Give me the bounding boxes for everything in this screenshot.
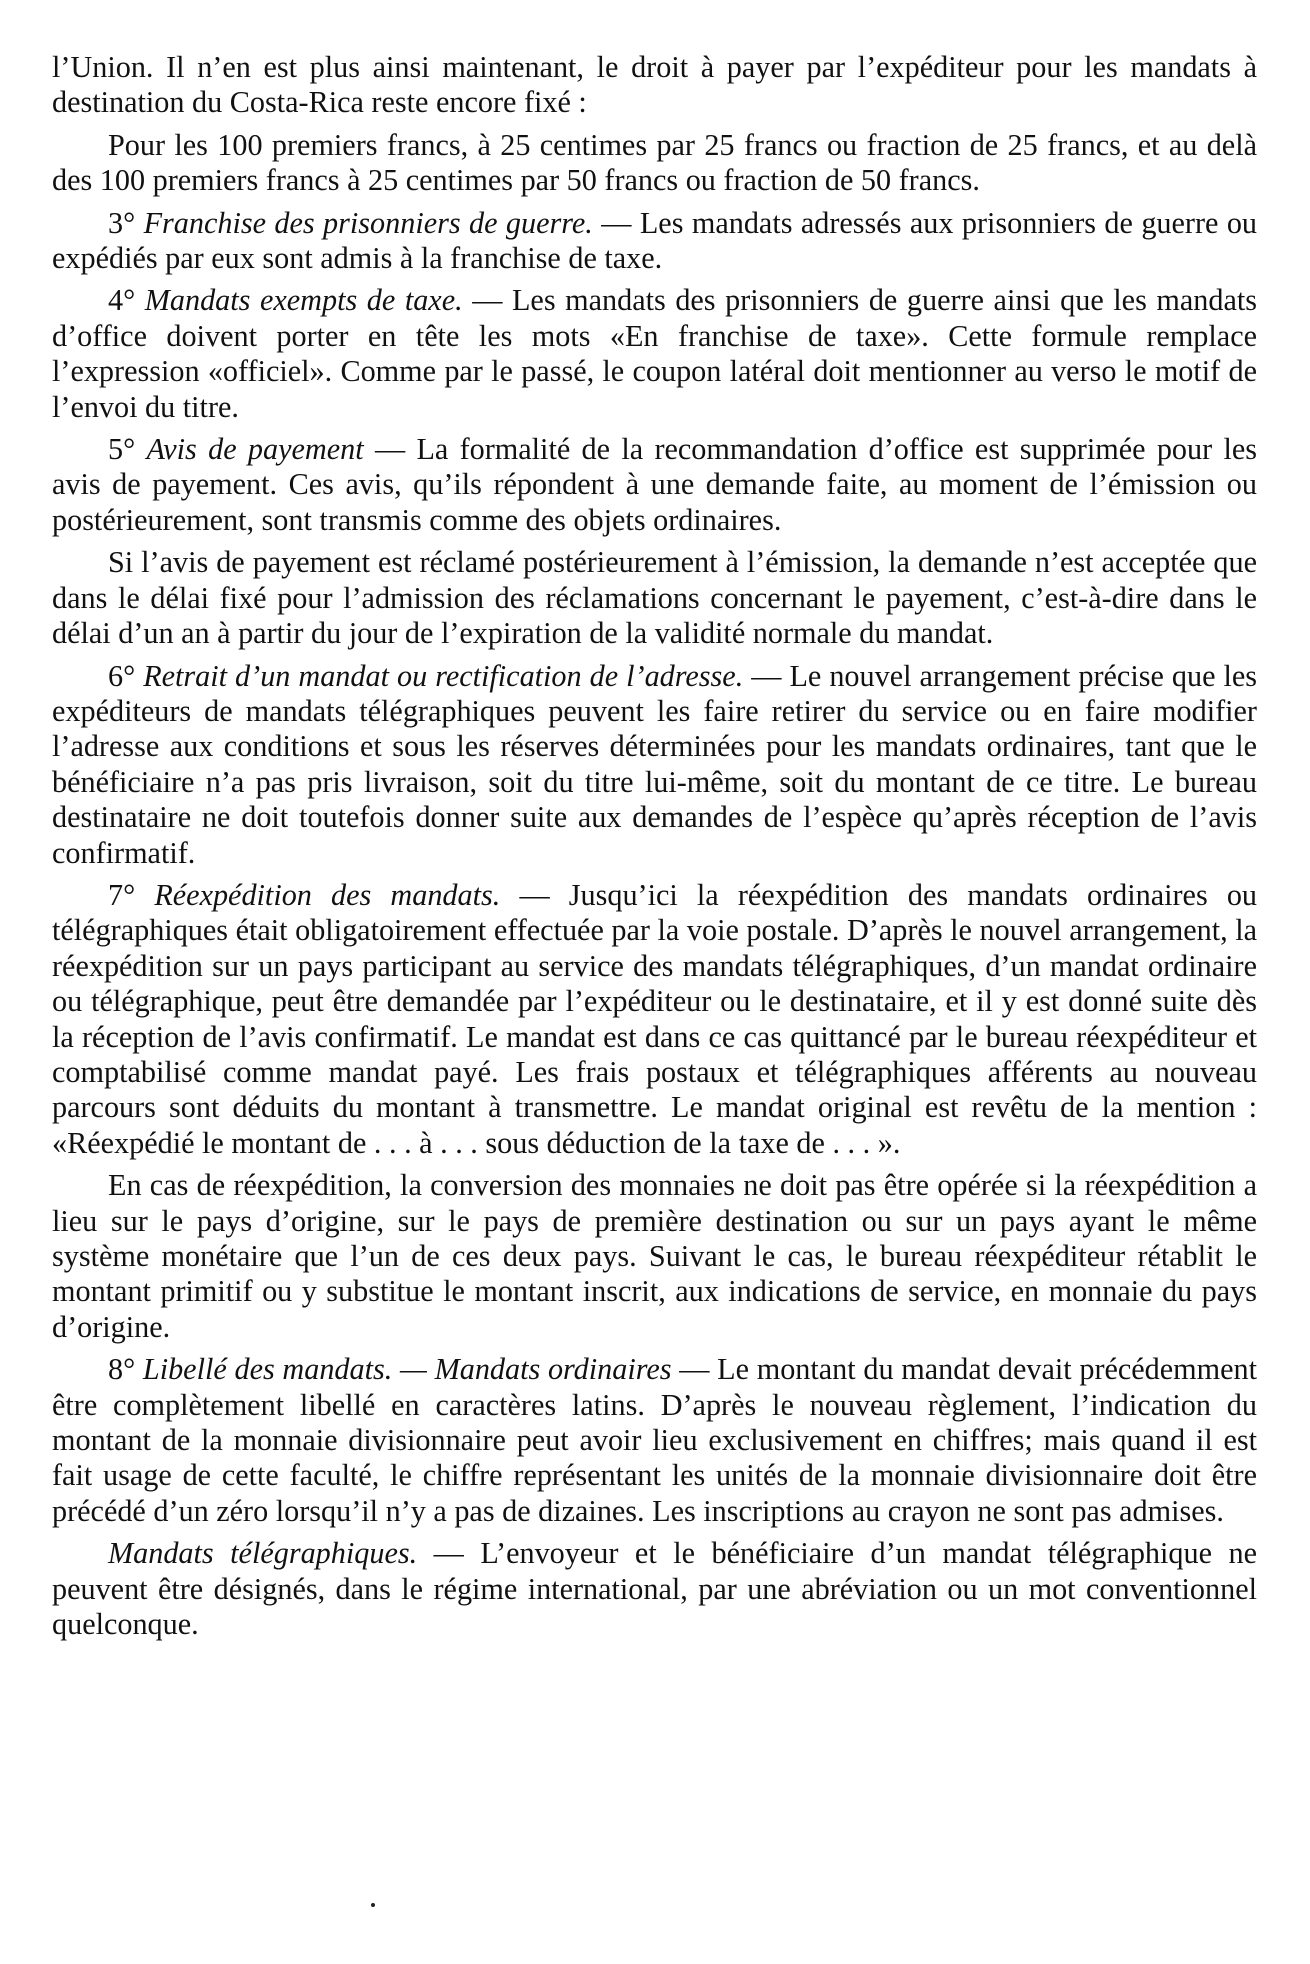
section-heading: Mandats exempts de taxe. [144,283,463,318]
paragraph-text: — Jusqu’ici la réexpédition des mandats ordinaires ou télégraphiques était obligatoirement effectuée par la voie postale. D’après le nouvel arrangement, la réexpédition sur un pays participant au service des mandats télégraphiques, d’un mandat ordinaire ou télégraphique, peut être demandée par l’expéditeur ou le destinataire, et il y est donné suite dès la réception de l’avis confirmatif. Le mandat est dans ce cas quittancé par le bureau réexpéditeur et comptabilisé comme mandat payé. Les frais postaux et télégraphiques afférents au nouveau parcours sont déduits du montant à transmettre. Le mandat original est revêtu de la mention : «Réexpédié le montant de . . . à . . . sous déduction de la taxe de . . . ». [52,877,1258,1160]
paragraph-conversion [52,1168,1257,1345]
paragraph-text: — Le montant du mandat devait précédemment être complètement libellé en caractères latins. D’après le nouveau règlement, l’indication du montant de la monnaie divisionnaire peut avoir lieu exclusivement en chiffres; mais quand il est fait usage de cette faculté, le chiffre représentant les unités de la monnaie divisionnaire doit être précédé d’un zéro lorsqu’il n’y a pas de dizaines. Les inscriptions au crayon ne sont pas admises. [52,1352,1258,1528]
section-heading: Franchise des prisonniers de guerre. [143,205,593,240]
section-8-libelle [52,1352,1257,1529]
document-page [52,50,1257,1649]
paragraph-text: — Les mandats adressés aux prisonniers de guerre ou expédiés par eux sont admis à la franchise de taxe. [52,205,1258,276]
paragraph-text: Si l’avis de payement est réclamé postérieurement à l’émission, la demande n’est acceptée que dans le délai fixé pour l’admission des réclamations concernant le payement, c’est-à-dire dans le délai d’un an à partir du jour de l’expiration de la validité normale du mandat. [52,545,1257,651]
section-7-reexpedition [52,878,1257,1161]
paragraph-text: — Les mandats des prisonniers de guerre ainsi que les mandats d’office doivent porter en tête les mots «En franchise de taxe». Cette formule remplace l’expression «officiel». Comme par le passé, le coupon latéral doit mentionner au verso le motif de l’envoi du titre. [52,283,1258,424]
paragraph-text: — L’envoyeur et le bénéficiaire d’un mandat télégraphique ne peuvent être désignés, dans le régime international, par une abréviation ou un mot conventionnel quelconque. [52,1536,1258,1642]
section-number: 7° [108,877,136,912]
paragraph-text: En cas de réexpédition, la conversion des monnaies ne doit pas être opérée si la réexpédition a lieu sur le pays d’origine, sur le pays de première destination ou sur un pays ayant le même système monétaire que l’un de ces deux pays. Suivant le cas, le bureau réexpéditeur rétablit le montant primitif ou y substitue le montant inscrit, aux indications de service, en monnaie du pays d’origine. [52,1168,1257,1344]
paragraph-text: l’Union. Il n’en est plus ainsi maintenant, le droit à payer par l’expéditeur pour les mandats à destination du Costa-Rica reste encore fixé : [52,50,1257,120]
section-heading: Mandats télégraphiques. [108,1536,418,1571]
section-number: 8° [108,1352,136,1387]
section-6-retrait [52,659,1257,871]
section-number: 3° [108,205,136,240]
section-3-franchise [52,206,1257,277]
section-heading: Retrait d’un mandat ou rectification de l’adresse. [143,658,744,693]
section-number: 4° [108,283,136,318]
section-number: 5° [108,432,136,467]
stray-ink-dot [371,1903,375,1907]
paragraph-text: — Le nouvel arrangement précise que les expéditeurs de mandats télégraphiques peuvent les faire retirer du service ou en faire modifier l’adresse aux conditions et sous les réserves déterminées pour les mandats ordinaires, tant que le bénéficiaire n’a pas pris livraison, soit du titre lui-même, soit du montant de ce titre. Le bureau destinataire ne doit toutefois donner suite aux demandes de l’espèce qu’après réception de l’avis confirmatif. [52,658,1258,870]
section-heading: Libellé des mandats. — Mandats ordinaires [142,1352,672,1387]
paragraph-avis-reclame [52,545,1257,651]
paragraph-mandats-telegraphiques [52,1536,1257,1642]
section-5-avis [52,432,1257,538]
paragraph-costa-rica-rates [52,128,1257,199]
paragraph-union [52,50,1257,121]
section-heading: Réexpédition des mandats. [154,877,501,912]
paragraph-text: — La formalité de la recommandation d’office est supprimée pour les avis de payement. Ces avis, qu’ils répondent à une demande faite, au moment de l’émission ou postérieurement, sont transmis comme des objets ordinaires. [52,432,1258,537]
section-4-exempts [52,283,1257,425]
section-heading: Avis de payement [146,432,364,467]
paragraph-text: Pour les 100 premiers francs, à 25 centimes par 25 francs ou fraction de 25 francs, et au delà des 100 premiers francs à 25 centimes par 50 francs ou fraction de 50 francs. [52,127,1257,198]
section-number: 6° [108,658,136,693]
